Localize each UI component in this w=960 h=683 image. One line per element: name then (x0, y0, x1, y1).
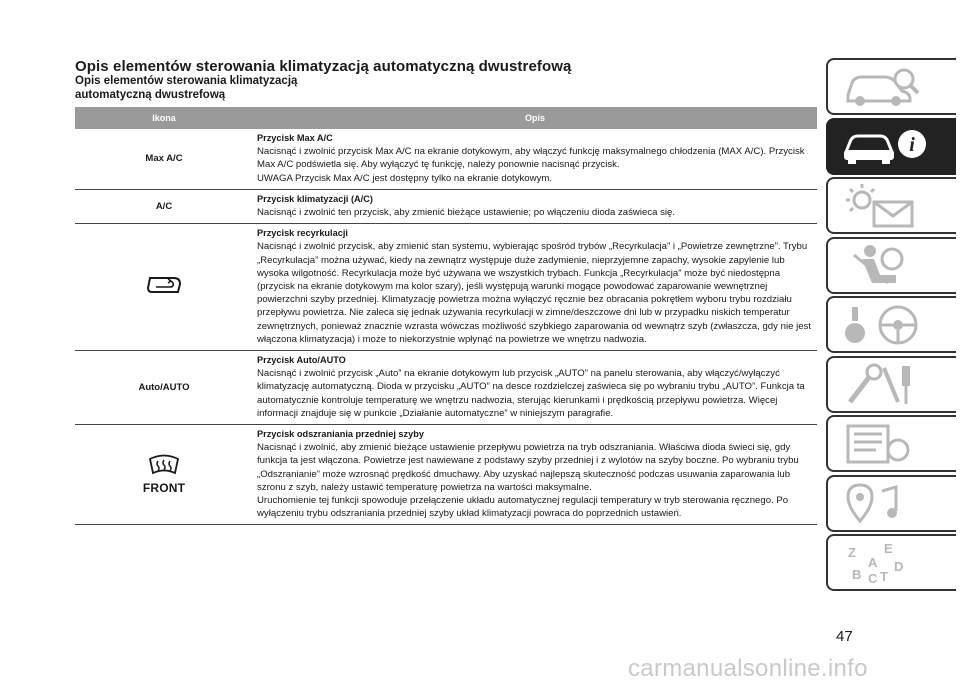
warning-light-message-icon (840, 184, 930, 228)
front-defrost-icon (146, 469, 182, 480)
row-text: Nacisnąć i zwolnić przycisk, aby zmienić stan systemu, wybierając spośród trybów „Recyrkulacja” i „Powietrze zewnętrzne”. Trybu „Recyrkulacja” można używać, kiedy na zewnątrz występuje duże zadymienie, nieprzyjemne zapachy, wysokie zapylenie lub wysoka wilgotność. Recyrkulacja może być używana we wszystkich trybach. Funkcja „Recyrkulacja” może być niedostępna (przycisk na ekranie dotykowym ma kolor szary), jeśli występują warunki mogące powodować zaparowanie wewnętrznej powierzchni szyby przedniej. Klimatyzację powietrza można wyłączyć ręcznie bez obracania pokrętłem wyboru trybu rozdziału przepływu powietrza. Nie zaleca się jednak używania recyrkulacji w zimne/deszczowe dni lub w przypadku niskich temperatur zewnętrznych, ponieważ znacznie wzrasta wówczas możliwość szybkiego zaparowania od wewnątrz szyb (zwłaszcza, gdy nie jest włączona klimatyzacja) i może to niekorzystnie wpłynąć na powietrze we wnętrzu nadwozia. (257, 241, 812, 345)
watermark: carmanualsonline.info (628, 655, 868, 682)
chapter-sidebar (826, 58, 956, 594)
airbag-passenger-icon (840, 243, 930, 287)
tab-safety[interactable] (826, 237, 956, 294)
index-letter: A (868, 554, 878, 570)
icon-cell-front-defrost (75, 425, 253, 525)
icon-cell-ac (75, 189, 253, 223)
icon-cell-max-ac (75, 129, 253, 189)
header-description: Opis (253, 107, 817, 129)
description-cell (253, 351, 817, 425)
spec-sheet-icon (840, 422, 930, 466)
header-icon: Ikona (75, 107, 253, 129)
row-title: Przycisk klimatyzacji (A/C) (257, 193, 373, 204)
row-text: Nacisnąć i zwolnić przycisk Max A/C na ekranie dotykowym, aby włączyć funkcję maksymalnego chłodzenia (MAX A/C). Przycisk Max A/C podświetla się. Aby wyłączyć tę funkcję, należy ponownie nacisnąć przycisk. UWAGA Przycisk Max A/C jest dostępny tylko na ekranie dotykowym. (257, 146, 805, 184)
section-subtitle: Opis elementów sterowania klimatyzacją automatyczną dwustrefową (75, 75, 298, 101)
page-title: Opis elementów sterowania klimatyzacją automatyczną dwustrefową (75, 58, 572, 75)
table-row (75, 189, 817, 223)
row-text: Nacisnąć i zwolnić ten przycisk, aby zmienić bieżące ustawienie; po włączeniu dioda zaświeca się. (257, 207, 676, 219)
icon-cell-recirculation (75, 224, 253, 351)
index-letter: E (884, 540, 893, 556)
tab-multimedia[interactable] (826, 475, 956, 532)
row-text: Nacisnąć i zwolnić, aby zmienić bieżące ustawienie przepływu powietrza na tryb odszraniania. Właściwa dioda świeci się, gdy funkcja ta jest włączona. Powietrze jest nawiewane z podstawy szyby przedniej i z wylotów na szyby boczne. Po wybraniu trybu „Odszranianie” może wzrosnąć prędkość dmuchawy. Aby uzyskać najlepszą skuteczność podczas usuwania zaparowania lub szronu z szyb, należy ustawić temperaturę powietrza na wartości maksymalne. Uruchomienie tej funkcji spowoduje przełączenie układu automatycznej regulacji temperatury w tryb sterowania ręcznego. Po wyłączeniu trybu odszraniania przedniej szyby układ klimatyzacji powraca do poprzednich ustawień. (257, 442, 799, 520)
auto-label: Auto/AUTO (138, 381, 190, 393)
description-cell (253, 425, 817, 525)
row-title: Przycisk recyrkulacji (257, 228, 348, 239)
recirculation-icon (144, 288, 184, 299)
tab-technical-data[interactable] (826, 415, 956, 472)
tab-car-knowledge[interactable] (826, 58, 956, 115)
multimedia-gps-icon (840, 481, 930, 525)
tab-emergency[interactable] (826, 356, 956, 413)
table-header-row (75, 107, 817, 129)
description-cell (253, 224, 817, 351)
row-title: Przycisk Auto/AUTO (257, 355, 346, 366)
svg-text:i: i (909, 134, 915, 156)
tab-index[interactable] (826, 534, 956, 591)
tab-warning-lights[interactable] (826, 177, 956, 234)
table-row (75, 129, 817, 189)
description-cell (253, 189, 817, 223)
index-letter: C (868, 570, 878, 585)
wrench-tools-icon (840, 362, 930, 406)
ac-label: A/C (155, 200, 173, 212)
row-text: Nacisnąć i zwolnić przycisk „Auto” na ekranie dotykowym lub przycisk „AUTO” na panelu sterowania, aby włączyć/wyłączyć klimatyzację automatyczną. Dioda w przycisku „AUTO” na desce rozdzielczej zaświeca się po wybraniu trybu „AUTO”. Funkcja ta automatycznie kontroluje temperaturę we wnętrzu nadwozia, sterując kierunkami i prędkością przepływu powietrza. Więcej informacji znajduje się w punkcie „Działanie automatyczne” w niniejszym paragrafie. (257, 368, 805, 419)
front-label: FRONT (142, 481, 186, 496)
alphabet-index-icon (840, 541, 930, 585)
page-number: 47 (836, 628, 853, 645)
table-row (75, 351, 817, 425)
car-search-icon (840, 65, 930, 109)
tab-car-info[interactable] (826, 118, 956, 175)
index-letter: Z (848, 544, 856, 560)
row-title: Przycisk Max A/C (257, 133, 333, 143)
table-row (75, 425, 817, 525)
car-info-icon (840, 124, 930, 168)
tab-starting-driving[interactable] (826, 296, 956, 353)
max-ac-label: Max A/C (145, 152, 183, 164)
steering-key-icon (840, 303, 930, 347)
index-letter: T (880, 568, 888, 584)
index-letter: D (894, 558, 904, 574)
controls-table (75, 107, 817, 525)
description-cell (253, 129, 817, 189)
index-letter: B (852, 566, 862, 582)
row-title: Przycisk odszraniania przedniej szyby (257, 429, 424, 440)
table-row (75, 224, 817, 351)
icon-cell-auto (75, 351, 253, 425)
